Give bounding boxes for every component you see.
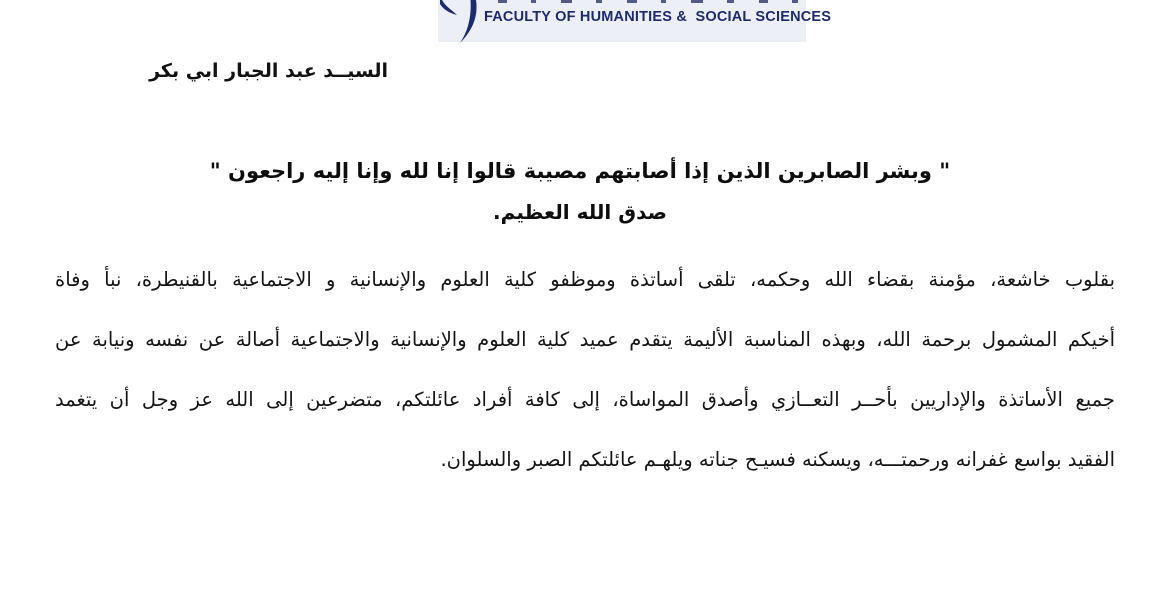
quran-verse-block (0, 150, 1160, 232)
body-line: أخيكم المشمول برحمة الله، وبهذه المناسبة الأليمة يتقدم عميد كلية العلوم والإنسانية والاجتماعية أصالة عن نفسه ونيابة عن (55, 328, 1115, 351)
quran-verse-text: " وبشر الصابرين الذين إذا أصابتهم مصيبة قالوا إنا لله وإنا إليه راجعون " (209, 159, 951, 183)
faculty-logo-swoosh-icon (440, 0, 488, 44)
recipient-name: السيــد عبد الجبار ابي بكر (149, 60, 388, 82)
letterhead-band (438, 0, 832, 42)
body-line: الفقيد بواسع غفرانه ورحمتـــه، ويسكنه فسيـح جناته ويلهـم عائلتكم الصبر والسلوان. (440, 448, 1115, 471)
body-line: بقلوب خاشعة، مؤمنة بقضاء الله وحكمه، تلقى أساتذة وموظفو كلية العلوم والإنسانية و الاجتماعية بالقنيطرة، نبأ وفاة (55, 268, 1115, 291)
condolence-paragraph (55, 250, 1115, 490)
faculty-name-english: FACULTY OF HUMANITIES & SOCIAL SCIENCES (484, 9, 832, 25)
verse-attribution: صدق الله العظيم. (493, 200, 667, 224)
body-line: جميع الأساتذة والإداريين بأحــر التعــازي وأصدق المواساة، إلى كافة أفراد عائلتكم، متضرعين إلى الله عز وجل أن يتغمد (55, 388, 1115, 411)
cropped-arabic-text-remnant (498, 0, 798, 4)
